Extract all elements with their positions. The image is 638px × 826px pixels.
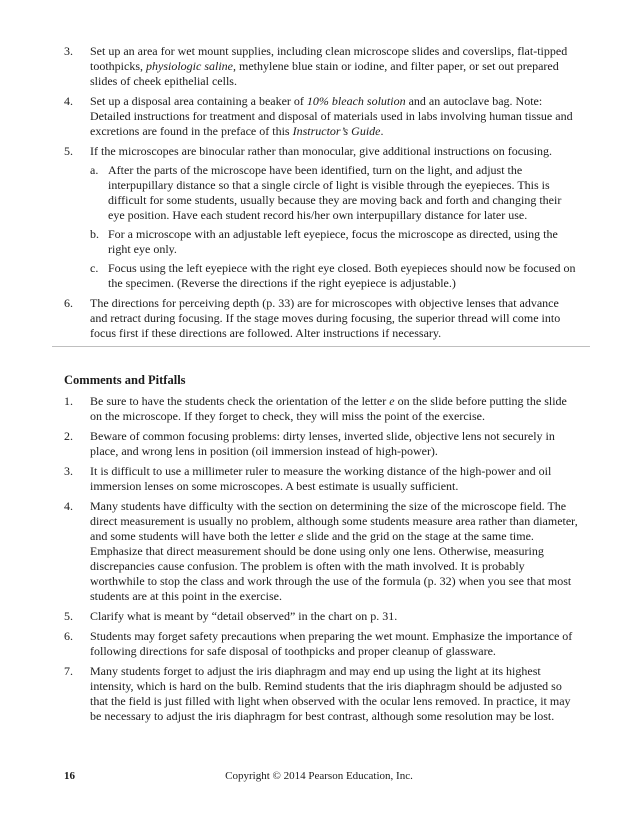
section-heading: Comments and Pitfalls	[64, 373, 186, 387]
sub-letter: a.	[90, 163, 99, 177]
item-number: 3.	[64, 464, 73, 478]
comments-list	[64, 394, 578, 729]
item-number: 6.	[64, 296, 73, 310]
list-item: 4. Set up a disposal area containing a beaker of 10% bleach solution and an autoclave bag. Note: Detailed instructions for treatment and disposal of materials used in labs involving human tissue and excretions are found in the preface of this Instructor’s Guide.	[64, 94, 573, 138]
item-number: 3.	[64, 44, 73, 58]
list-item: 2. Beware of common focusing problems: dirty lenses, inverted slide, objective lens not securely in place, and wrong lens in position (oil immersion instead of high-power).	[64, 429, 555, 458]
item-number: 4.	[64, 94, 73, 108]
list-item: 6. Students may forget safety precautions when preparing the wet mount. Emphasize the importance of following directions for safe disposal of toothpicks and proper cleanup of glassware.	[64, 629, 573, 658]
section-divider	[52, 346, 590, 347]
list-item: 5. If the microscopes are binocular rather than monocular, give additional instructions on focusing. a. After the parts of the microscope have been identified, turn on the light, and adjust the interpupillary distance so that a single circle of light is visible through the eyepieces. This is difficult for some students, usually because they are moving back and forth and changing their eye position. Have each student record his/her own interpupillary distance for later use. b. For a microscope with an adjustable left eyepiece, focus the microscope as directed, using the right eye only. c. Focus using the left eyepiece with the right eye closed. Both eyepieces should now be focused on the specimen. (Reverse the directions if the right eyepiece is adjustable.)	[64, 144, 578, 291]
sublist-item: a. After the parts of the microscope have been identified, turn on the light, and adjust the interpupillary distance so that a single circle of light is visible through the eyepieces. This is difficult for some students, usually because they are moving back and forth and changing their eye position. Have each student record his/her own interpupillary distance for later use.	[90, 163, 562, 222]
list-item: 3. Set up an area for wet mount supplies, including clean microscope slides and coverslips, flat-tipped toothpicks, physiologic saline, methylene blue stain or iodine, and filter paper, or set out prepared slides of cheek epithelial cells.	[64, 44, 568, 88]
item-number: 6.	[64, 629, 73, 643]
item-number: 5.	[64, 144, 73, 158]
sub-letter: c.	[90, 261, 99, 275]
item-number: 4.	[64, 499, 73, 513]
focusing-sublist	[90, 163, 578, 291]
list-item: 5. Clarify what is meant by “detail observed” in the chart on p. 31.	[64, 609, 398, 623]
sublist-item: c. Focus using the left eyepiece with the right eye closed. Both eyepieces should now be focused on the specimen. (Reverse the directions if the right eyepiece is adjustable.)	[90, 261, 576, 290]
copyright-notice: Copyright © 2014 Pearson Education, Inc.	[225, 770, 413, 782]
sublist-item: b. For a microscope with an adjustable left eyepiece, focus the microscope as directed, using the right eye only.	[90, 227, 558, 256]
item-number: 5.	[64, 609, 73, 623]
page-number: 16	[64, 770, 75, 782]
list-item: 3. It is difficult to use a millimeter ruler to measure the working distance of the high-power and oil immersion lenses on some microscopes. A best estimate is usually sufficient.	[64, 464, 552, 493]
sub-letter: b.	[90, 227, 99, 241]
list-item: 7. Many students forget to adjust the iris diaphragm and may end up using the light at its highest intensity, which is hard on the bulb. Remind students that the iris diaphragm should be adjusted so that the field is just filled with light when observed with the ocular lens removed. In practice, it may be necessary to adjust the iris diaphragm for best contrast, although some resolution may be lost.	[64, 664, 571, 723]
item-number: 7.	[64, 664, 73, 678]
list-item: 1. Be sure to have the students check the orientation of the letter e on the slide before putting the slide on the microscope. If they forget to check, they will miss the point of the exercise.	[64, 394, 567, 423]
list-item: 6. The directions for perceiving depth (p. 33) are for microscopes with objective lenses that advance and retract during focusing. If the stage moves during focusing, the superior thread will come into focus first if these directions are followed. Alter instructions if necessary.	[64, 296, 561, 340]
list-item: 4. Many students have difficulty with the section on determining the size of the microscope field. The direct measurement is usually no problem, although some students measure area rather than diameter, and some students will have both the letter e slide and the grid on the stage at the same time. Emphasize that direct measurement should be done using only one lens. Otherwise, measuring discrepancies cause confusion. The problem is often with the math involved. It is probably worthwhile to stop the class and work through the use of the formula (p. 32) when you see that most students are at this point in the exercise.	[64, 499, 578, 603]
item-number: 1.	[64, 394, 73, 408]
item-number: 2.	[64, 429, 73, 443]
setup-instructions-list	[64, 44, 578, 346]
